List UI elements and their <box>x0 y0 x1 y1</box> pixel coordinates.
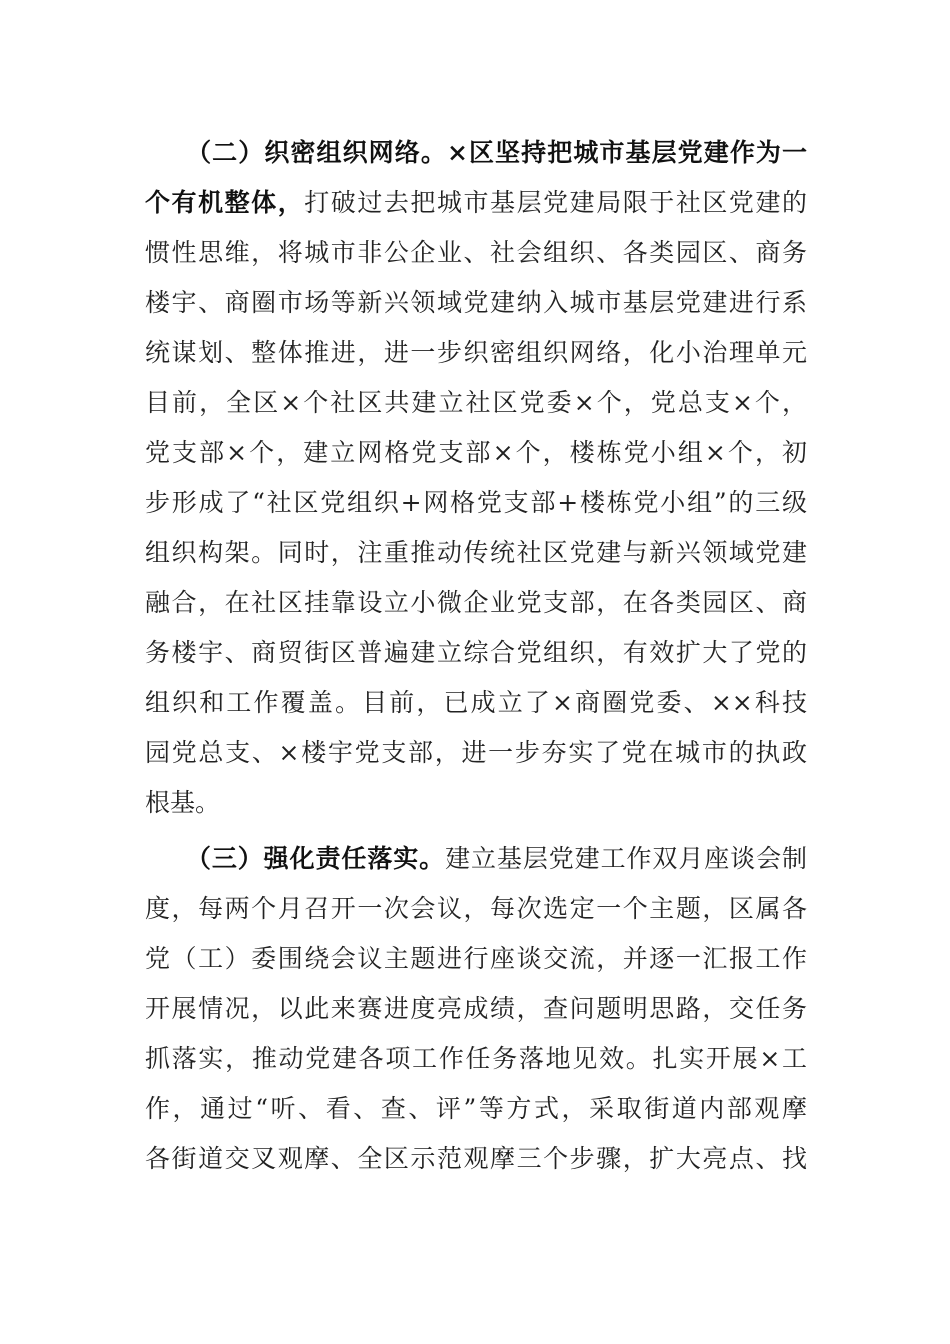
paragraph-line: 党支部×个，建立网格党支部×个，楼栋党小组×个，初 <box>145 438 807 467</box>
paragraph-line: 各街道交叉观摩、全区示范观摩三个步骤，扩大亮点、找 <box>145 1144 807 1173</box>
paragraph-line: 组织构架。同时，注重推动传统社区党建与新兴领域党建 <box>145 538 807 567</box>
paragraph-line: 园党总支、×楼宇党支部，进一步夯实了党在城市的执政 <box>145 738 807 767</box>
paragraph-line: 融合，在社区挂靠设立小微企业党支部，在各类园区、商 <box>145 588 807 617</box>
paragraph-text: 建立基层党建工作双月座谈会制 <box>445 844 807 873</box>
paragraph-line <box>145 834 807 884</box>
paragraph-line: 务楼宇、商贸街区普遍建立综合党组织，有效扩大了党的 <box>145 638 807 667</box>
paragraph-line: 根基。 <box>145 788 221 817</box>
paragraph-line: 党（工）委围绕会议主题进行座谈交流，并逐一汇报工作 <box>145 944 807 973</box>
paragraph-line: 楼宇、商圈市场等新兴领域党建纳入城市基层党建进行系 <box>145 288 807 317</box>
paragraph-line: 目前，全区×个社区共建立社区党委×个，党总支×个， <box>145 388 807 417</box>
paragraph-line: 统谋划、整体推进，进一步织密组织网络，化小治理单元 <box>145 338 807 367</box>
paragraph-line <box>145 128 807 178</box>
paragraph-line <box>145 178 807 228</box>
section-heading: （二）织密组织网络。×区坚持把城市基层党建作为一 <box>185 138 807 167</box>
paragraph-line: 作，通过“听、看、查、评”等方式，采取街道内部观摩 <box>145 1094 807 1123</box>
paragraph-line: 组织和工作覆盖。目前，已成立了×商圈党委、××科技 <box>145 688 807 717</box>
heading-continuation: 个有机整体， <box>145 188 305 217</box>
section-heading: （三）强化责任落实。 <box>185 844 446 873</box>
paragraph-line: 度，每两个月召开一次会议，每次选定一个主题，区属各 <box>145 894 807 923</box>
paragraph-line: 惯性思维，将城市非公企业、社会组织、各类园区、商务 <box>145 238 807 267</box>
paragraph-line: 抓落实，推动党建各项工作任务落地见效。扎实开展×工 <box>145 1044 807 1073</box>
paragraph-line: 开展情况，以此来赛进度亮成绩，查问题明思路，交任务 <box>145 994 807 1023</box>
paragraph-text: 打破过去把城市基层党建局限于社区党建的 <box>304 188 807 217</box>
paragraph-line: 步形成了“社区党组织+网格党支部+楼栋党小组”的三级 <box>145 488 807 517</box>
